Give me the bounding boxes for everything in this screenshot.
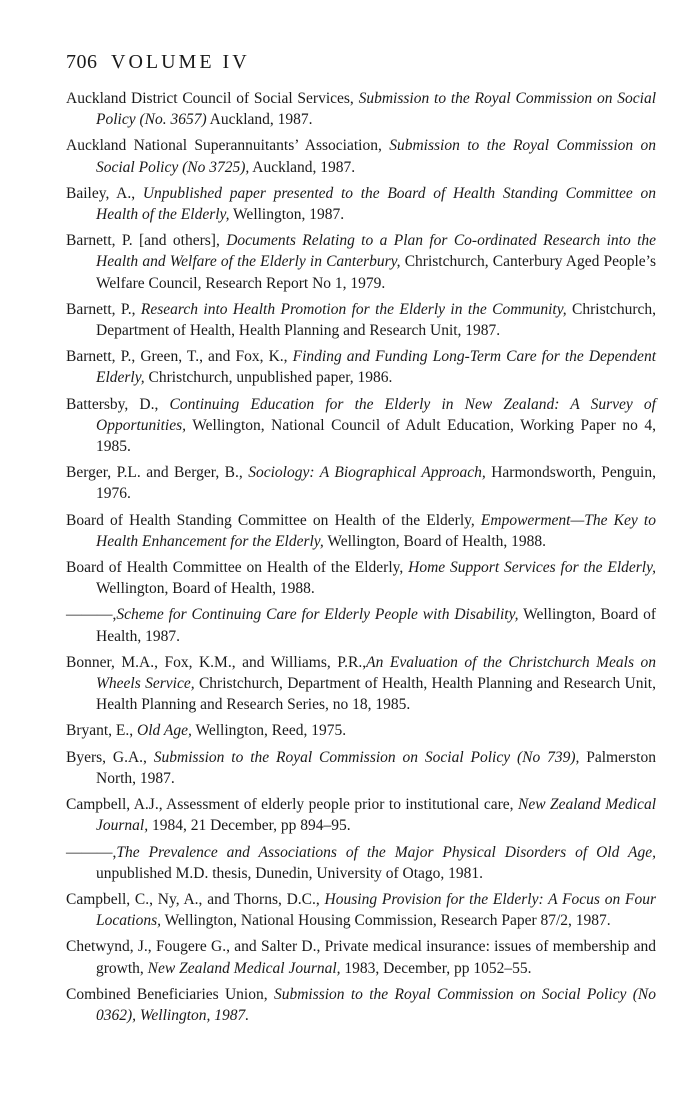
volume-title: VOLUME IV: [111, 51, 250, 73]
reference-entry: Campbell, C., Ny, A., and Thorns, D.C., Housing Provision for the Elderly: A Focus on Four Locations, Wellington, National Housing Commission, Research Paper 87/2, 1987.: [66, 890, 656, 930]
reference-entry: Board of Health Committee on Health of the Elderly, Home Support Services for the Elderly, Wellington, Board of Health, 1988.: [66, 559, 656, 598]
reference-entry: ———,Scheme for Continuing Care for Elderly People with Disability, Wellington, Board of Health, 1987.: [66, 606, 656, 645]
reference-list: [66, 88, 656, 1026]
running-head: [66, 52, 656, 72]
reference-entry: Campbell, A.J., Assessment of elderly people prior to institutional care, New Zealand Medical Journal, 1984, 21 December, pp 894–95.: [66, 796, 656, 835]
reference-entry: Bonner, M.A., Fox, K.M., and Williams, P.R.,An Evaluation of the Christchurch Meals on Wheels Service, Christchurch, Department of Health, Health Planning and Research Unit, Health Planning and Research Series, no 18, 1985.: [66, 653, 656, 714]
reference-entry: Board of Health Standing Committee on Health of the Elderly, Empowerment—The Key to Health Enhancement for the Elderly, Wellington, Board of Health, 1988.: [66, 511, 656, 550]
reference-entry: Byers, G.A., Submission to the Royal Commission on Social Policy (No 739), Palmerston North, 1987.: [66, 748, 656, 787]
reference-entry: Chetwynd, J., Fougere G., and Salter D., Private medical insurance: issues of membership and growth, New Zealand Medical Journal, 1983, December, pp 1052–55.: [66, 938, 656, 977]
reference-entry: Battersby, D., Continuing Education for the Elderly in New Zealand: A Survey of Opportunities, Wellington, National Council of Adult Education, Working Paper no 4, 1985.: [66, 395, 656, 456]
reference-entry: Bryant, E., Old Age, Wellington, Reed, 1975.: [66, 722, 347, 740]
reference-entry: ———,The Prevalence and Associations of the Major Physical Disorders of Old Age, unpublished M.D. thesis, Dunedin, University of Otago, 1981.: [66, 843, 656, 882]
reference-entry: Bailey, A., Unpublished paper presented to the Board of Health Standing Committee on Health of the Elderly, Wellington, 1987.: [66, 184, 656, 224]
reference-entry: Barnett, P. [and others], Documents Relating to a Plan for Co-ordinated Research into the Health and Welfare of the Elderly in Canterbury, Christchurch, Canterbury Aged People’s Welfare Council, Research Report No 1, 1979.: [66, 232, 657, 292]
reference-entry: Barnett, P., Research into Health Promotion for the Elderly in the Community, Christchurch, Department of Health, Health Planning and Research Unit, 1987.: [66, 300, 656, 340]
reference-entry: Berger, P.L. and Berger, B., Sociology: A Biographical Approach, Harmondsworth, Penguin, 1976.: [66, 464, 656, 503]
reference-entry: Combined Beneficiaries Union, Submission to the Royal Commission on Social Policy (No 0362), Wellington, 1987.: [66, 985, 656, 1024]
reference-entry: Barnett, P., Green, T., and Fox, K., Finding and Funding Long-Term Care for the Dependent Elderly, Christchurch, unpublished paper, 1986.: [66, 348, 656, 387]
page-number: 706: [66, 51, 98, 73]
reference-entry: Auckland District Council of Social Services, Submission to the Royal Commission on Social Policy (No. 3657) Auckland, 1987.: [66, 90, 656, 129]
reference-entry: Auckland National Superannuitants’ Association, Submission to the Royal Commission on Social Policy (No 3725), Auckland, 1987.: [66, 137, 656, 176]
